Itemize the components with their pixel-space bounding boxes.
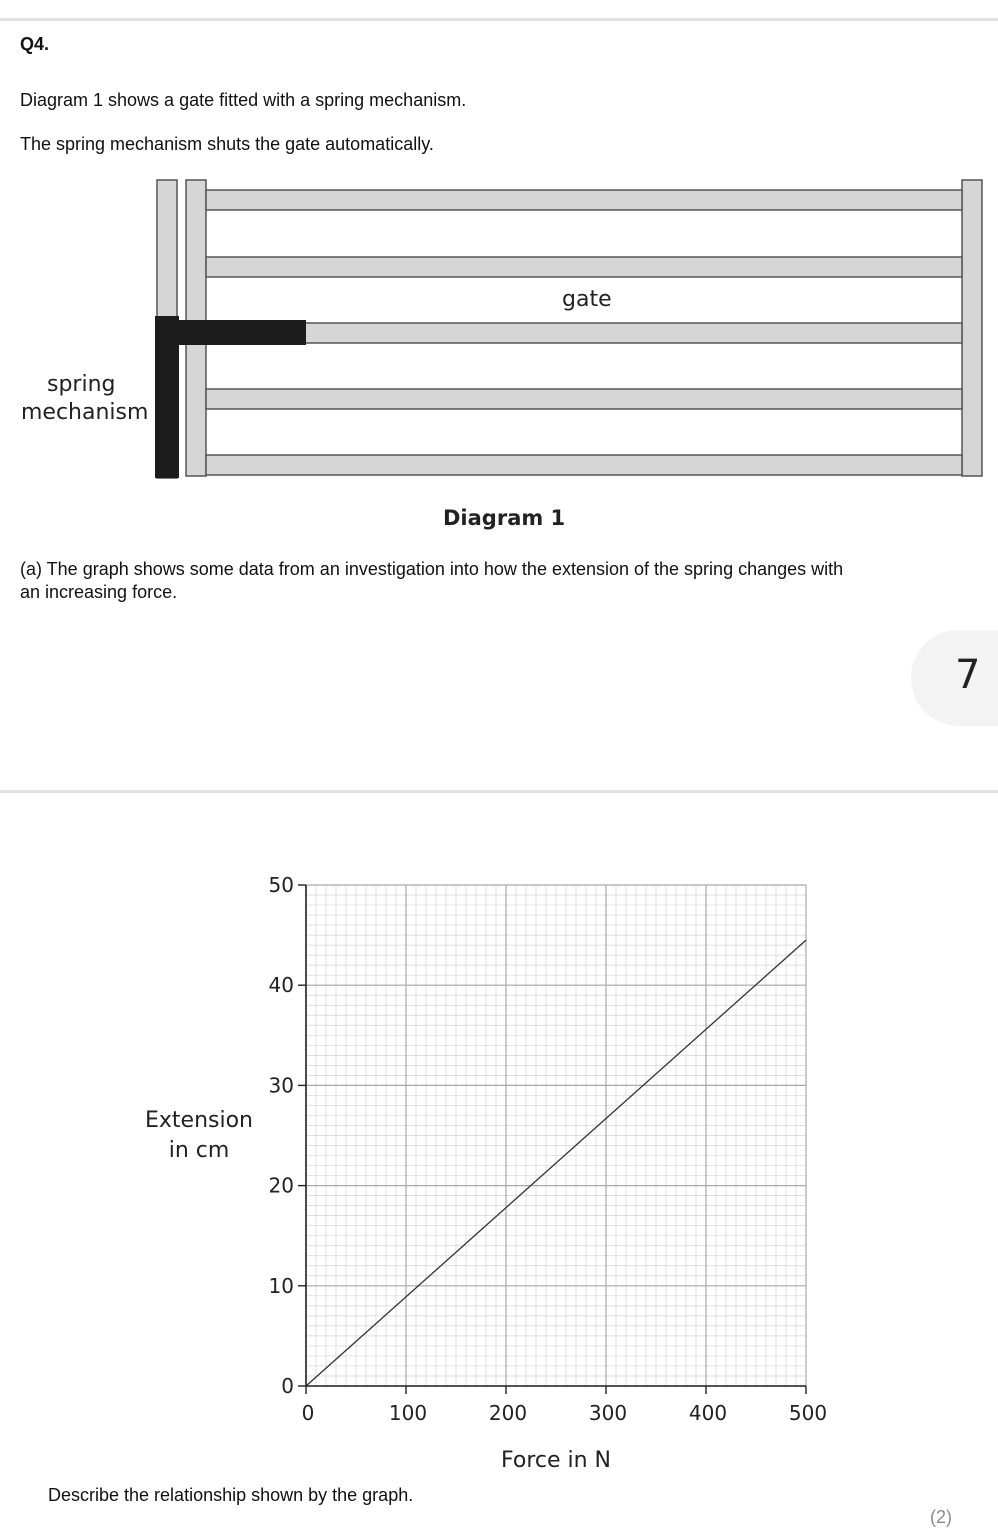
spring-label-line-2: mechanism	[21, 400, 149, 425]
y-tick-label: 30	[268, 1073, 294, 1098]
intro-line-2: The spring mechanism shuts the gate automatically.	[20, 134, 434, 154]
y-tick-label: 0	[281, 1374, 294, 1398]
y-axis-label-line-1: Extension	[144, 1108, 253, 1133]
x-tick-label: 0	[301, 1401, 315, 1425]
marks-label: (2)	[930, 1507, 952, 1527]
gate-label: gate	[562, 287, 612, 312]
diagram-caption: Diagram 1	[443, 506, 566, 530]
y-tick-label: 40	[268, 973, 294, 998]
y-tick-label: 50	[268, 873, 294, 897]
page-number: 7	[955, 652, 981, 698]
y-tick-label: 20	[268, 1173, 294, 1198]
x-tick-label: 300	[588, 1401, 628, 1425]
part-a-line-1: (a) The graph shows some data from an investigation into how the extension of the spring changes with	[20, 559, 844, 579]
x-tick-label: 400	[688, 1401, 728, 1425]
x-axis-label: Force in N	[500, 1448, 612, 1473]
y-tick-label: 10	[268, 1273, 294, 1298]
intro-line-1: Diagram 1 shows a gate fitted with a spring mechanism.	[20, 90, 467, 110]
x-tick-label: 500	[788, 1401, 828, 1425]
x-tick-label: 200	[488, 1401, 528, 1425]
x-tick-label: 100	[388, 1401, 428, 1425]
question-number: Q4.	[20, 34, 50, 54]
y-axis-label-line-2: in cm	[168, 1138, 230, 1163]
spring-label-line-1: spring	[47, 372, 116, 397]
part-a-line-2: an increasing force.	[20, 582, 178, 602]
question-prompt: Describe the relationship shown by the graph.	[48, 1485, 414, 1505]
